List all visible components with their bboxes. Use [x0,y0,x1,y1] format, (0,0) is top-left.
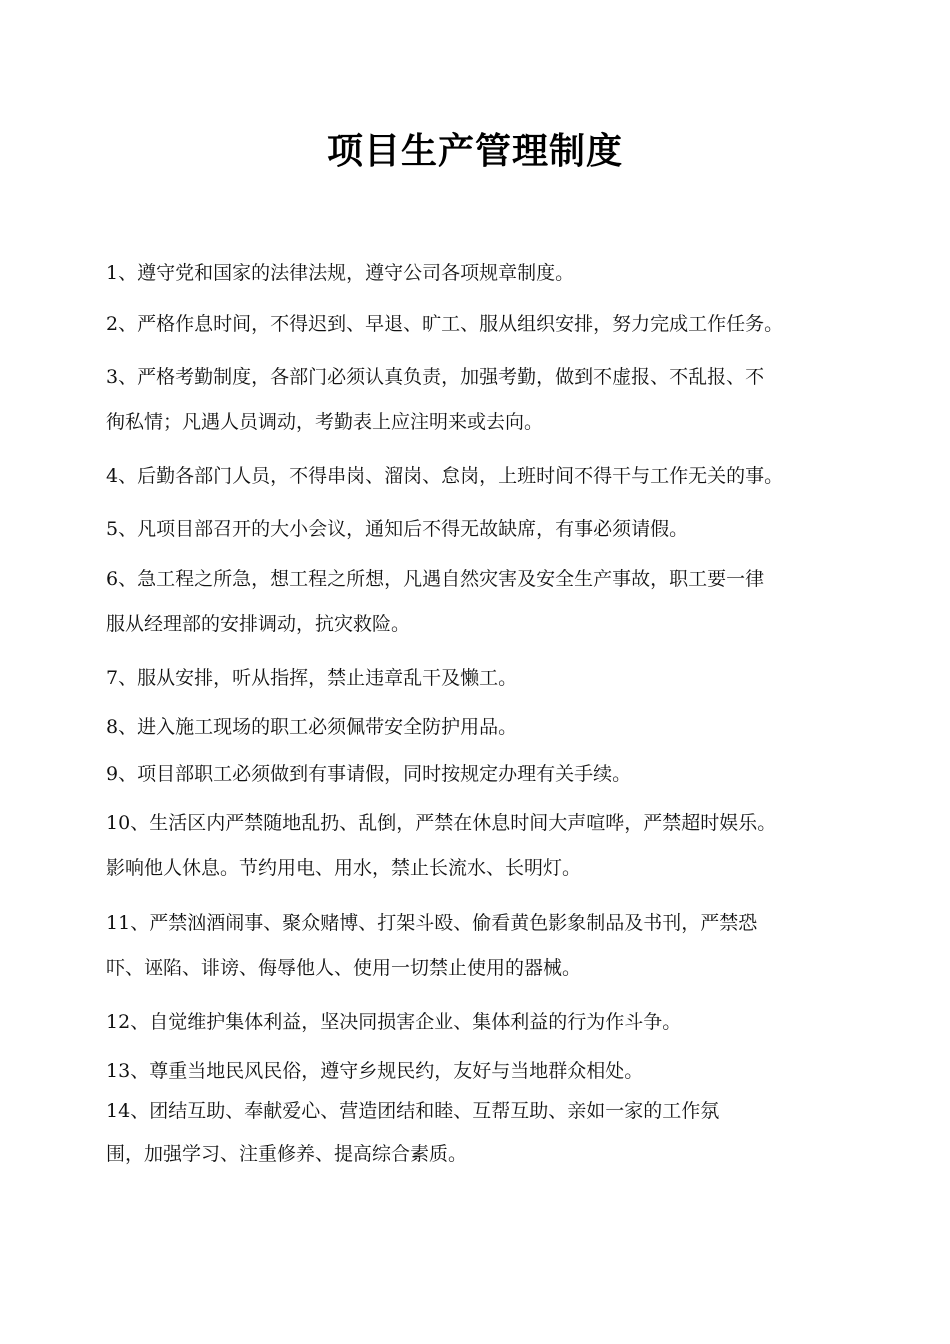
rule-4-number: 4 [106,465,119,487]
document-title: 项目生产管理制度 [326,131,623,172]
rule-7-number: 7 [106,667,119,689]
rule-6-line-2: 服从经理部的安排调动，抗灾救险。 [106,613,411,635]
rule-12-line-1 [106,1007,681,1037]
rule-12-text: 、自觉维护集体利益，坚决同损害企业、集体利益的行为作斗争。 [130,1011,682,1033]
rule-14-text-1: 、团结互助、奉献爱心、营造团结和睦、互帮互助、亲如一家的工作氛 [130,1100,720,1122]
rule-1-text: 、遵守党和国家的法律法规，遵守公司各项规章制度。 [118,262,575,284]
rule-14-line-2: 围，加强学习、注重修养、提高综合素质。 [106,1143,468,1165]
rule-13-text: 、尊重当地民风民俗，遵守乡规民约，友好与当地群众相处。 [130,1060,644,1082]
rule-5-text: 、凡项目部召开的大小会议，通知后不得无故缺席，有事必须请假。 [118,518,689,540]
rule-3-line-1 [106,362,764,392]
rule-4-text: 、后勤各部门人员，不得串岗、溜岗、怠岗，上班时间不得干与工作无关的事。 [118,465,784,487]
rule-8-number: 8 [106,716,119,738]
rule-5-number: 5 [106,518,119,540]
rule-14-line-1 [106,1096,719,1126]
rule-2-line-1 [106,309,783,339]
rule-12-number: 12 [106,1011,131,1033]
rule-9-text: 、项目部职工必须做到有事请假，同时按规定办理有关手续。 [118,763,632,785]
rule-2-text: 、严格作息时间，不得迟到、早退、旷工、服从组织安排，努力完成工作任务。 [118,313,784,335]
rule-10-text-1: 、生活区内严禁随地乱扔、乱倒，严禁在休息时间大声喧哗，严禁超时娱乐。 [130,812,777,834]
rule-4-line-1 [106,461,783,491]
rule-8-text: 、进入施工现场的职工必须佩带安全防护用品。 [118,716,518,738]
rule-11-text-1: 、严禁汹酒闹事、聚众赌博、打架斗殴、偷看黄色影象制品及书刊，严禁恐 [130,912,758,934]
rule-10-number: 10 [106,812,131,834]
rule-3-number: 3 [106,366,119,388]
rule-2-number: 2 [106,313,119,335]
rule-11-line-2: 吓、诬陷、诽谤、侮辱他人、使用一切禁止使用的器械。 [106,957,582,979]
rule-6-line-1 [106,564,764,594]
rule-6-text-1: 、急工程之所急，想工程之所想，凡遇自然灾害及安全生产事故，职工要一律 [118,568,765,590]
rule-13-line-1 [106,1056,643,1086]
rule-13-number: 13 [106,1060,131,1082]
rule-9-number: 9 [106,763,119,785]
rule-3-line-2: 徇私情；凡遇人员调动，考勤表上应注明来或去向。 [106,411,544,433]
rule-10-line-1 [106,808,776,838]
rule-6-number: 6 [106,568,119,590]
rule-5-line-1 [106,514,688,544]
rule-1-number: 1 [106,262,119,284]
rule-10-line-2: 影响他人休息。节约用电、用水，禁止长流水、长明灯。 [106,857,582,879]
rule-3-text-1: 、严格考勤制度，各部门必须认真负责，加强考勤，做到不虚报、不乱报、不 [118,366,765,388]
rule-9-line-1 [106,759,631,789]
rule-7-line-1 [106,663,517,693]
rule-8-line-1 [106,712,517,742]
rule-11-number: 11 [106,912,131,934]
rule-1-line-1 [106,258,574,288]
rule-11-line-1 [106,908,757,938]
rule-7-text: 、服从安排，听从指挥，禁止违章乱干及懒工。 [118,667,518,689]
rule-14-number: 14 [106,1100,131,1122]
